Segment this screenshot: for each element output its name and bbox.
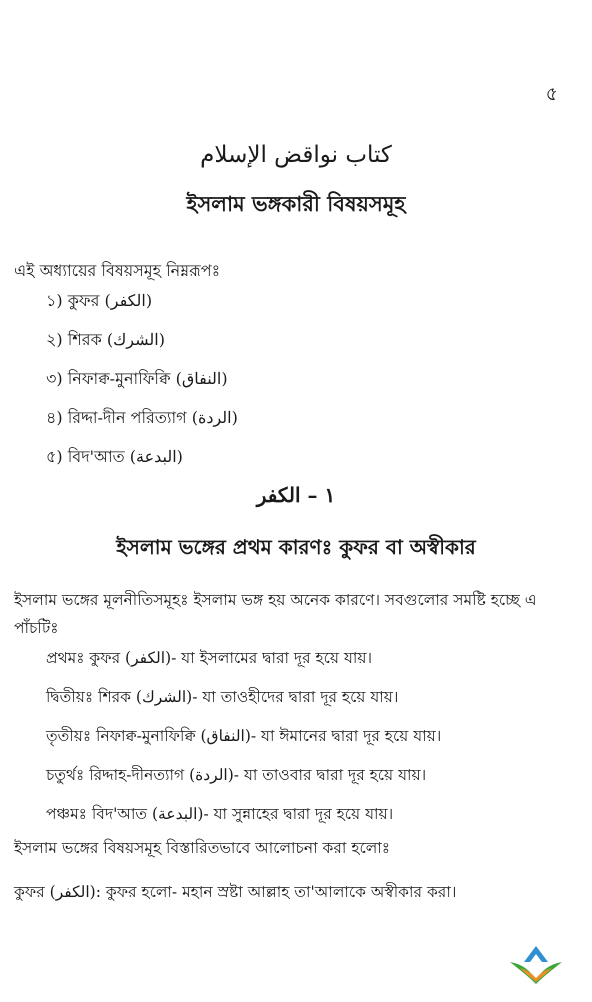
principles-paragraph: ইসলাম ভঙ্গের মূলনীতিসমূহঃ ইসলাম ভঙ্গ হয় অনেক কারণে। সবগুলোর সমষ্টি হচ্ছে এ পাঁচটিঃ [14, 591, 537, 637]
detail-line: ইসলাম ভঙ্গের বিষয়সমূহ বিস্তারিতভাবে আলোচনা করা হলোঃ [14, 839, 391, 857]
publisher-logo-icon [506, 940, 566, 986]
intro-text: এই অধ্যায়ের বিষয়সমূহ নিম্নরূপঃ [14, 261, 221, 280]
topic-item: ৫) বিদ'আত (البدعة) [46, 447, 183, 466]
topic-item: ৩) নিফাক্ব-মুনাফিক্বি (النفاق) [46, 369, 228, 388]
arabic-section-heading: ١ – الكفر [256, 483, 336, 507]
topic-item: ২) শিরক (الشرك) [46, 330, 165, 349]
chapter-title: ইসলাম ভঙ্গের প্রথম কারণঃ কুফর বা অস্বীকার [116, 535, 476, 559]
arabic-title: كتاب نواقض الإسلام [200, 142, 392, 168]
cause-item: প্রথমঃ কুফর (الكفر)- যা ইসলামের দ্বারা দূর হয়ে যায়। [46, 649, 373, 667]
kufr-definition: কুফর (الكفر): কুফর হলো- মহান স্রষ্টা আল্লাহ তা'আলাকে অস্বীকার করা। [14, 883, 457, 901]
page-number: ৫ [545, 83, 558, 105]
topic-item: ১) কুফর (الكفر) [46, 291, 153, 310]
cause-item: পঞ্চমঃ বিদ'আত (البدعة)- যা সুন্নাহের দ্বারা দূর হয়ে যায়। [46, 805, 394, 823]
cause-item: তৃতীয়ঃ নিফাক্ব-মুনাফিক্বি (النفاق)- যা ঈমানের দ্বারা দূর হয়ে যায়। [46, 727, 442, 745]
cause-item: দ্বিতীয়ঃ শিরক (الشرك)- যা তাওহীদের দ্বারা দূর হয়ে যায়। [46, 688, 399, 706]
topic-item: ৪) রিদ্দা-দীন পরিত্যাগ (الردة) [46, 408, 238, 427]
topic-list [46, 288, 238, 483]
cause-item: চতুর্থঃ রিদ্দাহ-দীনত্যাগ (الردة)- যা তাওবার দ্বারা দূর হয়ে যায়। [46, 766, 427, 784]
causes-list [46, 646, 441, 841]
bengali-title: ইসলাম ভঙ্গকারী বিষয়সমূহ [186, 191, 406, 216]
